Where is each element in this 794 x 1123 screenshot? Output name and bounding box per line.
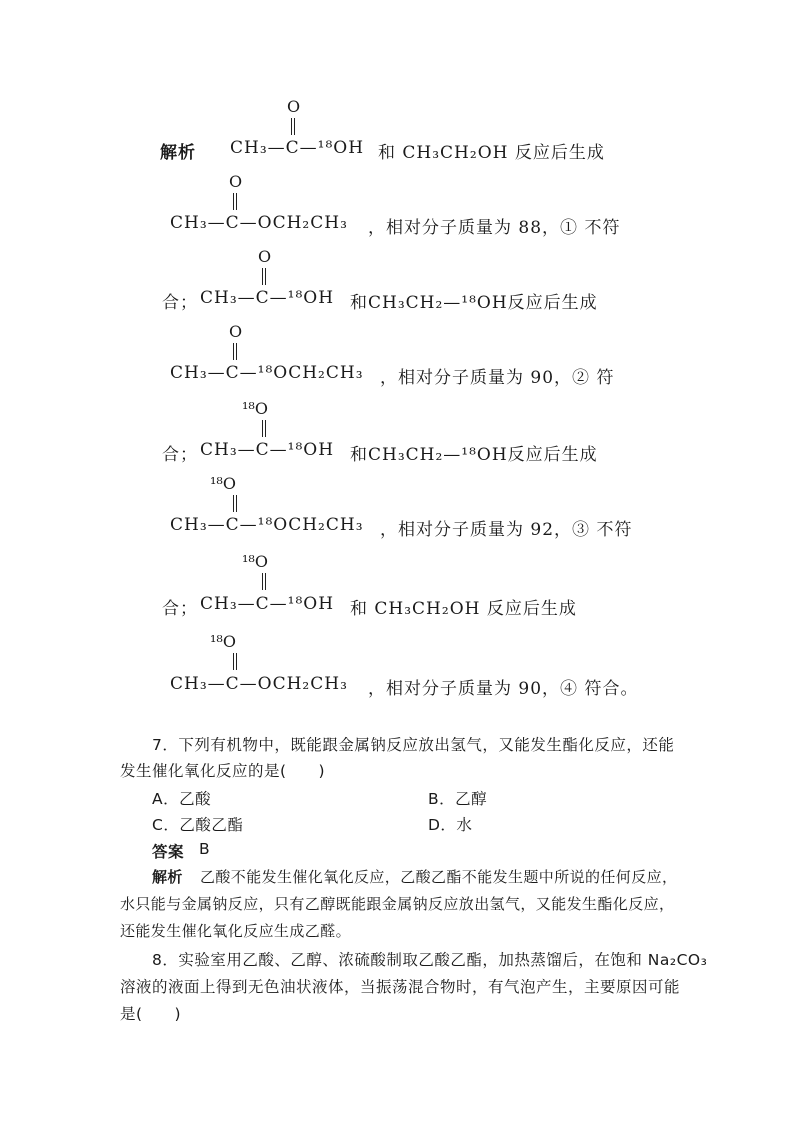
double-bond [233, 193, 237, 210]
question-stem: 发生催化氧化反应的是( ) [120, 762, 326, 780]
mass-text: ，相对分子质量为 92，③ 不符 [380, 520, 633, 540]
line-head: 合； [162, 445, 198, 465]
double-bond [233, 495, 237, 512]
double-bond [291, 118, 295, 135]
reactant-acid: CH₃—C—¹⁸OH [200, 594, 335, 614]
reaction-text: 和 CH₃CH₂OH 反应后生成 [350, 599, 577, 619]
reaction-text: 和CH₃CH₂—¹⁸OH反应后生成 [350, 293, 598, 313]
carbonyl-oxygen: ¹⁸O [242, 552, 268, 571]
reactant-acid: CH₃—C—¹⁸OH [200, 288, 335, 308]
option-d: D．水 [428, 816, 473, 834]
solution-label: 解析 [160, 143, 196, 163]
carbonyl-oxygen: O [229, 172, 243, 191]
carbonyl-oxygen: ¹⁸O [210, 632, 236, 651]
product-ester: CH₃—C—OCH₂CH₃ [170, 213, 348, 233]
line-head: 合； [162, 293, 198, 313]
option-a: A．乙酸 [152, 790, 212, 808]
mass-text: ，相对分子质量为 88，① 不符 [368, 218, 621, 238]
product-ester: CH₃—C—OCH₂CH₃ [170, 674, 348, 694]
answer-value: B [199, 840, 211, 858]
double-bond [262, 573, 266, 590]
mass-text: ，相对分子质量为 90，② 符 [380, 368, 615, 388]
option-b: B．乙醇 [428, 790, 488, 808]
double-bond [233, 653, 237, 670]
analysis-text: 还能发生催化氧化反应生成乙醛。 [120, 922, 352, 940]
analysis-label: 解析 [152, 868, 183, 886]
carbonyl-oxygen: O [287, 97, 301, 116]
double-bond [233, 343, 237, 360]
carbonyl-oxygen: O [229, 322, 243, 341]
question-stem: 是( ) [120, 1005, 182, 1023]
analysis-text: 水只能与金属钠反应，只有乙醇既能跟金属钠反应放出氢气，又能发生酯化反应， [120, 895, 675, 913]
carbonyl-oxygen: ¹⁸O [242, 399, 268, 418]
question-stem: 溶液的液面上得到无色油状液体，当振荡混合物时，有气泡产生，主要原因可能 [120, 978, 681, 996]
carbonyl-oxygen: ¹⁸O [210, 474, 236, 493]
reactant-acid: CH₃—C—¹⁸OH [230, 138, 365, 158]
product-ester: CH₃—C—¹⁸OCH₂CH₃ [170, 363, 364, 383]
answer-label: 答案 [152, 843, 185, 861]
option-c: C．乙酸乙酯 [152, 816, 244, 834]
question-stem: 8．实验室用乙酸、乙醇、浓硫酸制取乙酸乙酯，加热蒸馏后，在饱和 Na₂CO₃ [152, 951, 708, 969]
mass-text: ，相对分子质量为 90，④ 符合。 [368, 679, 639, 699]
double-bond [262, 420, 266, 437]
line-head: 合； [162, 599, 198, 619]
question-stem: 7．下列有机物中，既能跟金属钠反应放出氢气，又能发生酯化反应，还能 [152, 736, 675, 754]
analysis-text: 乙酸不能发生催化氧化反应，乙酸乙酯不能发生题中所说的任何反应， [200, 868, 678, 886]
double-bond [262, 268, 266, 285]
carbonyl-oxygen: O [258, 247, 272, 266]
product-ester: CH₃—C—¹⁸OCH₂CH₃ [170, 515, 364, 535]
reactant-acid: CH₃—C—¹⁸OH [200, 440, 335, 460]
reaction-text: 和 CH₃CH₂OH 反应后生成 [378, 143, 605, 163]
reaction-text: 和CH₃CH₂—¹⁸OH反应后生成 [350, 445, 598, 465]
